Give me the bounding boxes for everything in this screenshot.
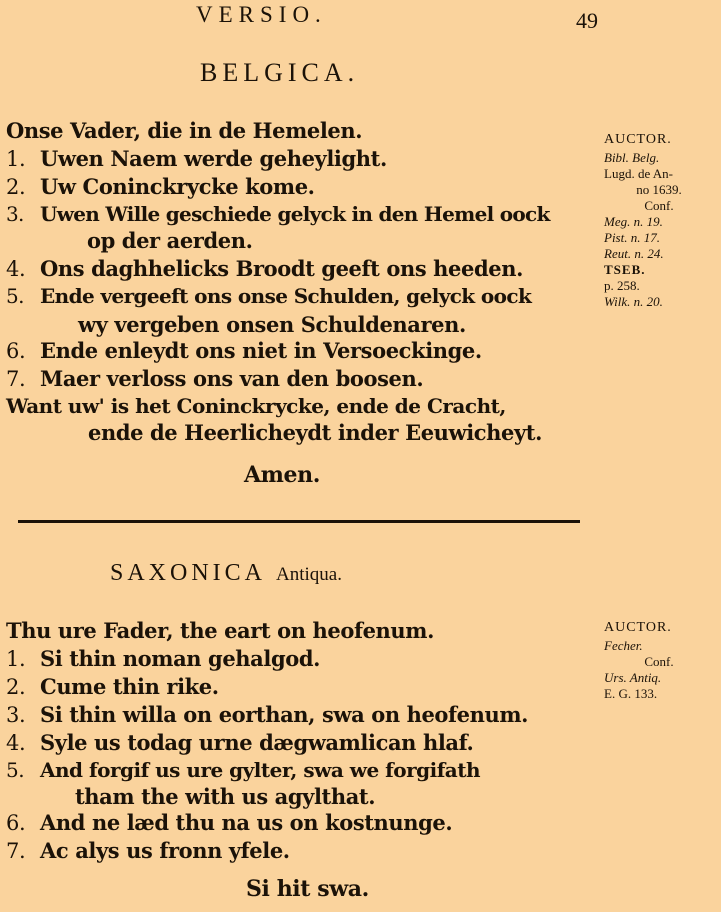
page-number: 49 [576, 8, 598, 33]
belgica-line [6, 338, 482, 363]
source-line: p. 258. [604, 278, 640, 293]
belgica-amen: Amen. [244, 462, 320, 488]
belgica-line [6, 202, 550, 226]
belgica-line [6, 284, 531, 308]
saxonica-line [6, 810, 452, 835]
saxonica-line [6, 618, 434, 643]
line-text: Cume thin rike. [40, 674, 219, 699]
source-line: AUCTOR. [604, 132, 672, 147]
line-text: Syle us todag urne dægwamlican hlaf. [40, 730, 474, 755]
saxonica-line [6, 838, 290, 863]
belgica-line [6, 174, 315, 199]
line-number: 3. [6, 202, 24, 226]
line-number: 5. [6, 284, 24, 308]
line-text: Onse Vader, die in de Hemelen. [6, 118, 363, 143]
saxonica-line [6, 646, 320, 671]
line-text: Uw Coninckrycke kome. [40, 174, 315, 199]
source-line: Wilk. n. 20. [604, 294, 663, 309]
line-number: 4. [6, 731, 26, 755]
source-line: TSEB. [604, 262, 646, 277]
belgica-line [6, 146, 387, 171]
belgica-line [6, 394, 506, 418]
line-number: 7. [6, 367, 26, 391]
line-number: 1. [6, 147, 26, 171]
line-text: Maer verloss ons van den boosen. [40, 366, 424, 391]
source-line: Conf. [644, 198, 674, 213]
line-number: 2. [6, 675, 26, 699]
belgica-line [6, 366, 423, 391]
saxonica-line [75, 784, 375, 809]
line-text: ende de Heerlicheydt inder Eeuwicheyt. [88, 420, 543, 445]
saxonica-closing: Si hit swa. [246, 876, 369, 902]
saxonica-line [6, 674, 219, 699]
belgica-line [6, 118, 362, 143]
line-number: 3. [6, 703, 26, 727]
line-text: Ende vergeeft ons onse Schulden, gelyck oock [40, 284, 532, 308]
belgica-sources [604, 132, 714, 310]
belgica-line [78, 312, 466, 337]
line-text: Want uw' is het Coninckrycke, ende de Cracht, [6, 394, 506, 418]
line-number: 6. [6, 811, 26, 835]
saxonica-line [6, 730, 473, 755]
line-text: Si thin noman gehalgod. [40, 646, 321, 671]
line-text: Thu ure Fader, the eart on heofenum. [6, 618, 435, 643]
source-line: Bibl. Belg. [604, 150, 660, 165]
line-number: 5. [6, 758, 25, 782]
line-text: tham the with us agylthat. [75, 784, 376, 809]
line-text: Ac alys us fronn yfele. [40, 838, 290, 863]
line-text: wy vergeben onsen Schuldenaren. [78, 312, 466, 337]
source-line: Urs. Antiq. [604, 670, 662, 685]
line-text: And forgif us ure gylter, swa we forgifath [40, 758, 481, 782]
source-line: Fecher. [604, 638, 643, 653]
belgica-line [88, 420, 542, 445]
line-number: 6. [6, 339, 26, 363]
line-number: 1. [6, 647, 26, 671]
belgica-title: BELGICA. [200, 58, 360, 87]
saxonica-line [6, 702, 528, 727]
saxonica-sources [604, 620, 714, 702]
source-line: Reut. n. 24. [604, 246, 664, 261]
source-line: Conf. [644, 654, 674, 669]
belgica-line [87, 228, 252, 253]
line-text: op der aerden. [87, 228, 253, 253]
saxonica-title-main: SAXONICA [110, 560, 267, 586]
saxonica-title-suffix: Antiqua. [276, 564, 342, 585]
source-line: E. G. 133. [604, 686, 658, 701]
saxonica-title [110, 560, 342, 587]
source-line: Lugd. de An- [604, 166, 673, 181]
belgica-line [6, 256, 523, 281]
source-line: AUCTOR. [604, 620, 672, 635]
line-text: And ne læd thu na us on kostnunge. [40, 810, 453, 835]
running-title: VERSIO. [196, 2, 327, 27]
source-line: Meg. n. 19. [604, 214, 663, 229]
source-line: Pist. n. 17. [604, 230, 660, 245]
saxonica-line [6, 758, 480, 782]
line-number: 2. [6, 175, 26, 199]
line-number: 7. [6, 839, 26, 863]
line-text: Ende enleydt ons niet in Versoeckinge. [40, 338, 482, 363]
line-text: Uwen Naem werde geheylight. [40, 146, 387, 171]
line-text: Ons daghhelicks Broodt geeft ons heeden. [40, 256, 523, 281]
source-line: no 1639. [636, 182, 682, 197]
line-text: Uwen Wille geschiede gelyck in den Hemel oock [40, 202, 550, 226]
section-divider [18, 520, 580, 523]
line-text: Si thin willa on eorthan, swa on heofenum. [40, 702, 529, 727]
line-number: 4. [6, 257, 26, 281]
